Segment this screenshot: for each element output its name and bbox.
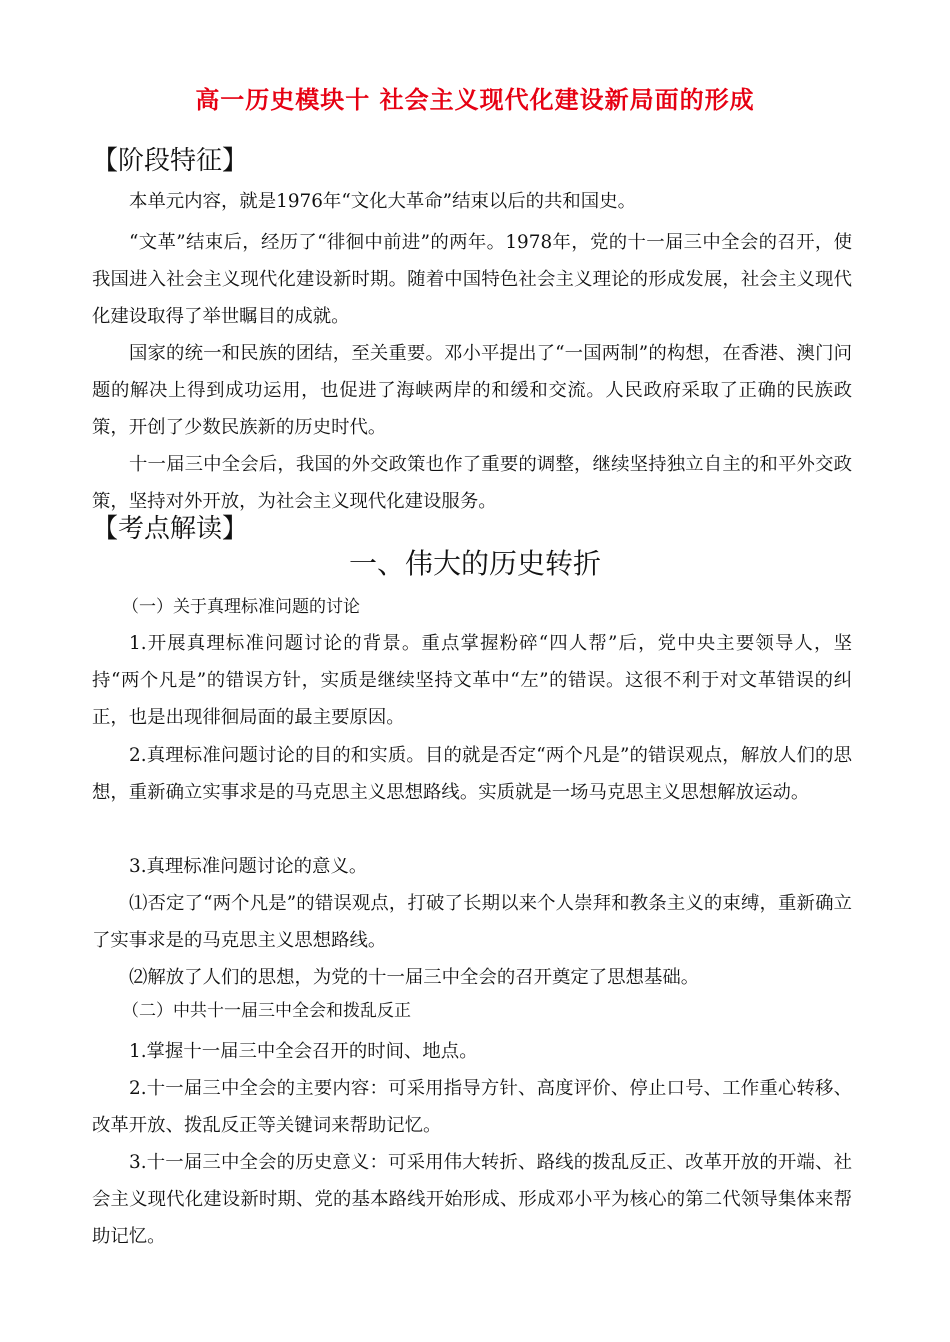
paragraph-stage-2: “文革”结束后，经历了“徘徊中前进”的两年。1978年，党的十一届三中全会的召开，使我国进入社会主义现代化建设新时期。随着中国特色社会主义理论的形成发展，社会主义现代化建设取得了举世瞩目的成就。 [92, 232, 852, 327]
paragraph-sub1-4: ⑴否定了“两个凡是”的错误观点，打破了长期以来个人崇拜和教条主义的束缚，重新确立了实事求是的马克思主义思想路线。 [92, 893, 852, 951]
paragraph-sub1-1: 1.开展真理标准问题讨论的背景。重点掌握粉碎“四人帮”后，党中央主要领导人，坚持“两个凡是”的错误方针，实质是继续坚持文革中“左”的错误。这很不利于对文革错误的纠正，也是出现徘徊局面的最主要原因。 [92, 633, 852, 728]
paragraph-sub1-2: 2.真理标准问题讨论的目的和实质。目的就是否定“两个凡是”的错误观点，解放人们的思想，重新确立实事求是的马克思主义思想路线。实质就是一场马克思主义思想解放运动。 [92, 745, 852, 803]
paragraph-sub1-3: 3.真理标准问题讨论的意义。 [129, 856, 368, 877]
subsection-heading-2: （二）中共十一届三中全会和拨乱反正 [122, 1001, 411, 1021]
paragraph-sub2-3: 3.十一届三中全会的历史意义：可采用伟大转折、路线的拨乱反正、改革开放的开端、社会主义现代化建设新时期、党的基本路线开始形成、形成邓小平为核心的第二代领导集体来帮助记忆。 [92, 1152, 852, 1247]
section-heading-key-points: 【考点解读】 [92, 514, 249, 544]
paragraph-stage-1: 本单元内容，就是1976年“文化大革命”结束以后的共和国史。 [129, 191, 636, 212]
paragraph-sub2-2: 2.十一届三中全会的主要内容：可采用指导方针、高度评价、停止口号、工作重心转移、改革开放、拨乱反正等关键词来帮助记忆。 [92, 1078, 852, 1136]
chapter-heading: 一、伟大的历史转折 [348, 547, 601, 580]
paragraph-stage-3: 国家的统一和民族的团结，至关重要。邓小平提出了“一国两制”的构想，在香港、澳门问题的解决上得到成功运用，也促进了海峡两岸的和缓和交流。人民政府采取了正确的民族政策，开创了少数民族新的历史时代。 [92, 343, 852, 438]
paragraph-sub1-5: ⑵解放了人们的思想，为党的十一届三中全会的召开奠定了思想基础。 [129, 967, 700, 988]
paragraph-stage-4: 十一届三中全会后，我国的外交政策也作了重要的调整，继续坚持独立自主的和平外交政策，坚持对外开放，为社会主义现代化建设服务。 [92, 454, 852, 512]
paragraph-sub2-1: 1.掌握十一届三中全会召开的时间、地点。 [129, 1041, 478, 1062]
subsection-heading-1: （一）关于真理标准问题的讨论 [122, 597, 360, 617]
document-title: 高一历史模块十 社会主义现代化建设新局面的形成 [195, 86, 755, 114]
section-heading-stage-features: 【阶段特征】 [92, 146, 249, 176]
